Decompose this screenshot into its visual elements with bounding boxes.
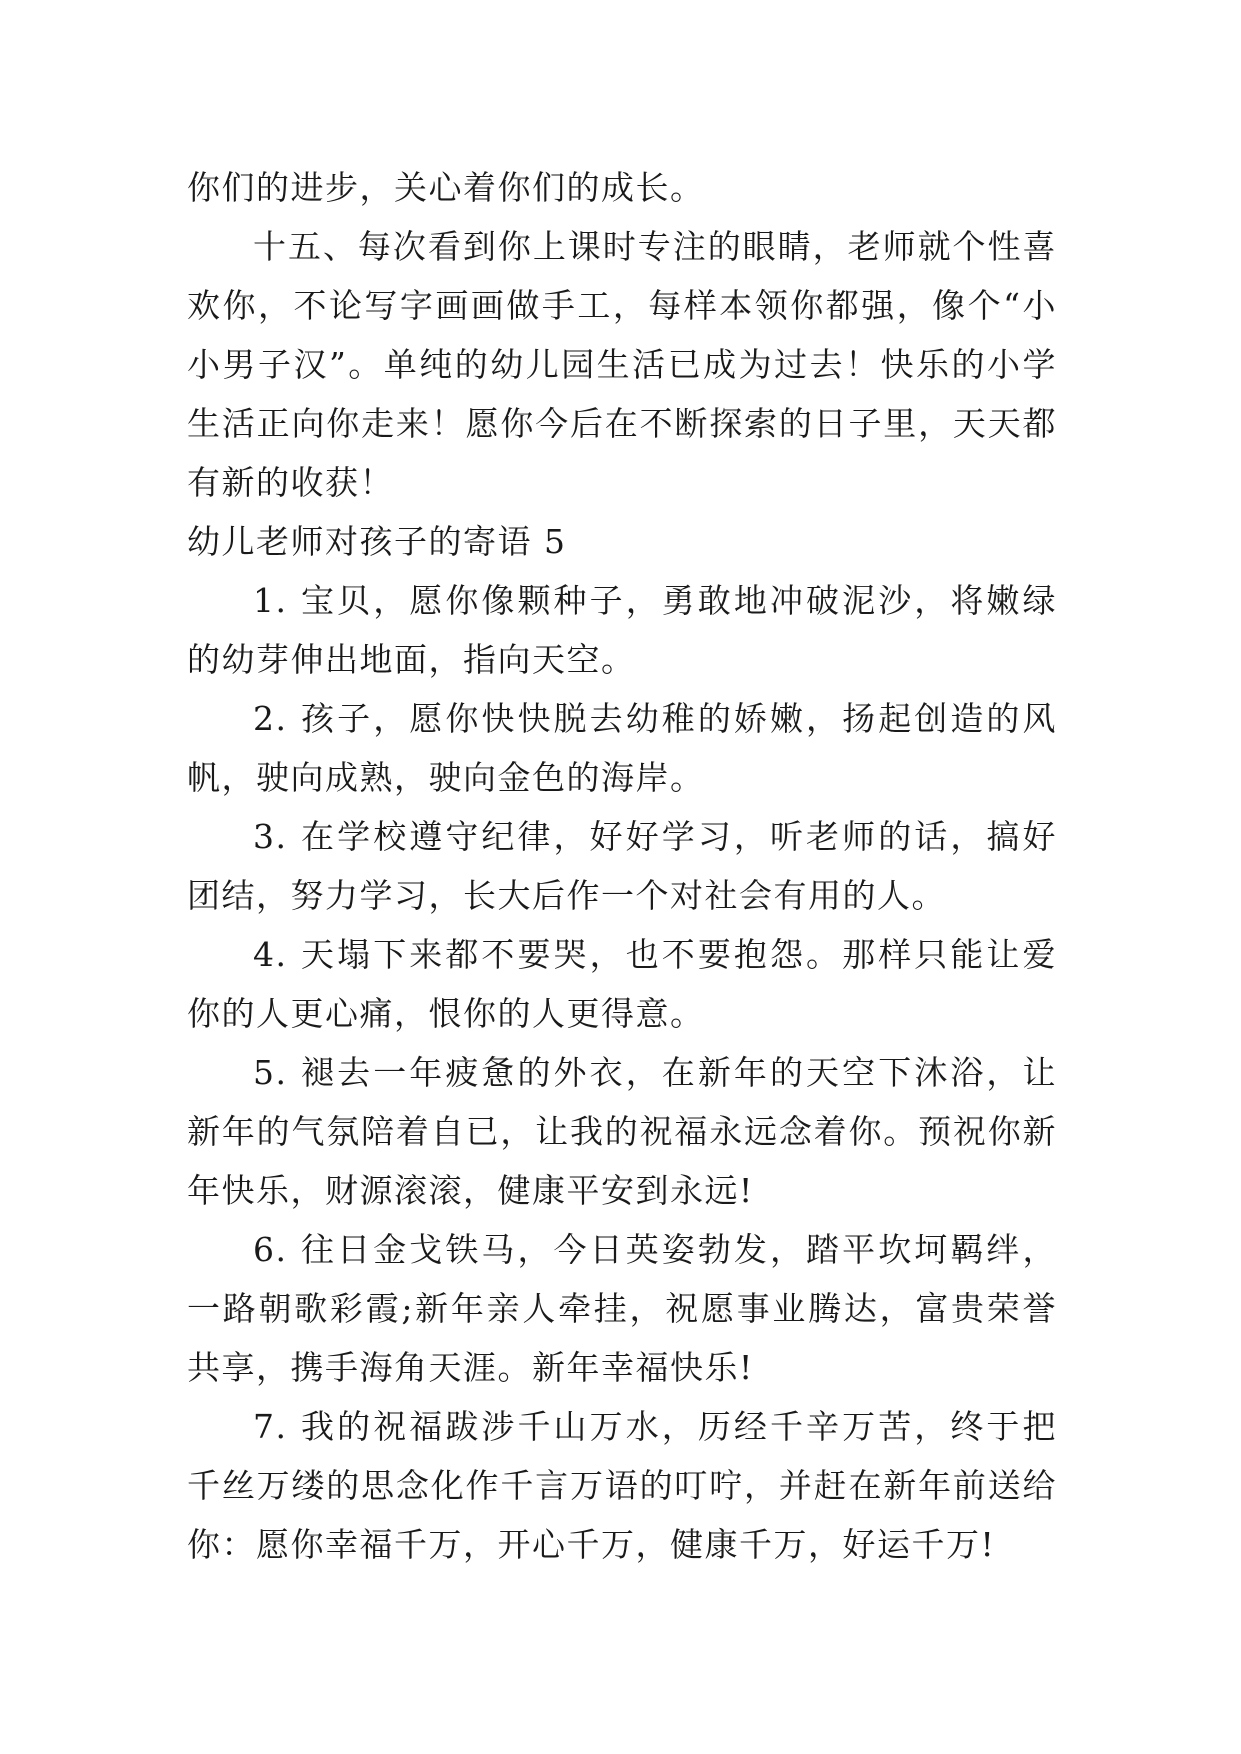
section-heading: 幼儿老师对孩子的寄语 5	[187, 522, 567, 561]
list-item-4: 4. 天塌下来都不要哭，也不要抱怨。那样只能让爱你的人更心痛，恨你的人更得意。	[187, 935, 1057, 1033]
paragraph-fifteen: 十五、每次看到你上课时专注的眼睛，老师就个性喜欢你，不论写字画画做手工，每样本领你都强，像个“小小男子汉”。单纯的幼儿园生活已成为过去！快乐的小学生活正向你走来！愿你今后在不断探索的日子里，天天都有新的收获！	[187, 227, 1057, 502]
paragraph-continuation: 你们的进步，关心着你们的成长。	[187, 168, 705, 207]
list-item-5: 5. 褪去一年疲惫的外衣，在新年的天空下沐浴，让新年的气氛陪着自已，让我的祝福永远念着你。预祝你新年快乐，财源滚滚，健康平安到永远!	[187, 1053, 1057, 1210]
list-item-3: 3. 在学校遵守纪律，好好学习，听老师的话，搞好团结，努力学习，长大后作一个对社会有用的人。	[187, 817, 1057, 915]
document-body	[187, 158, 1057, 1574]
list-item-2: 2. 孩子，愿你快快脱去幼稚的娇嫩，扬起创造的风帆，驶向成熟，驶向金色的海岸。	[187, 699, 1057, 797]
list-item-6: 6. 往日金戈铁马，今日英姿勃发，踏平坎坷羁绊，一路朝歌彩霞;新年亲人牵挂，祝愿事业腾达，富贵荣誉共享，携手海角天涯。新年幸福快乐!	[187, 1230, 1057, 1387]
list-item-7: 7. 我的祝福跋涉千山万水，历经千辛万苦，终于把千丝万缕的思念化作千言万语的叮咛，并赶在新年前送给你：愿你幸福千万，开心千万，健康千万，好运千万!	[187, 1407, 1057, 1564]
list-item-1: 1. 宝贝，愿你像颗种子，勇敢地冲破泥沙，将嫩绿的幼芽伸出地面，指向天空。	[187, 581, 1057, 679]
